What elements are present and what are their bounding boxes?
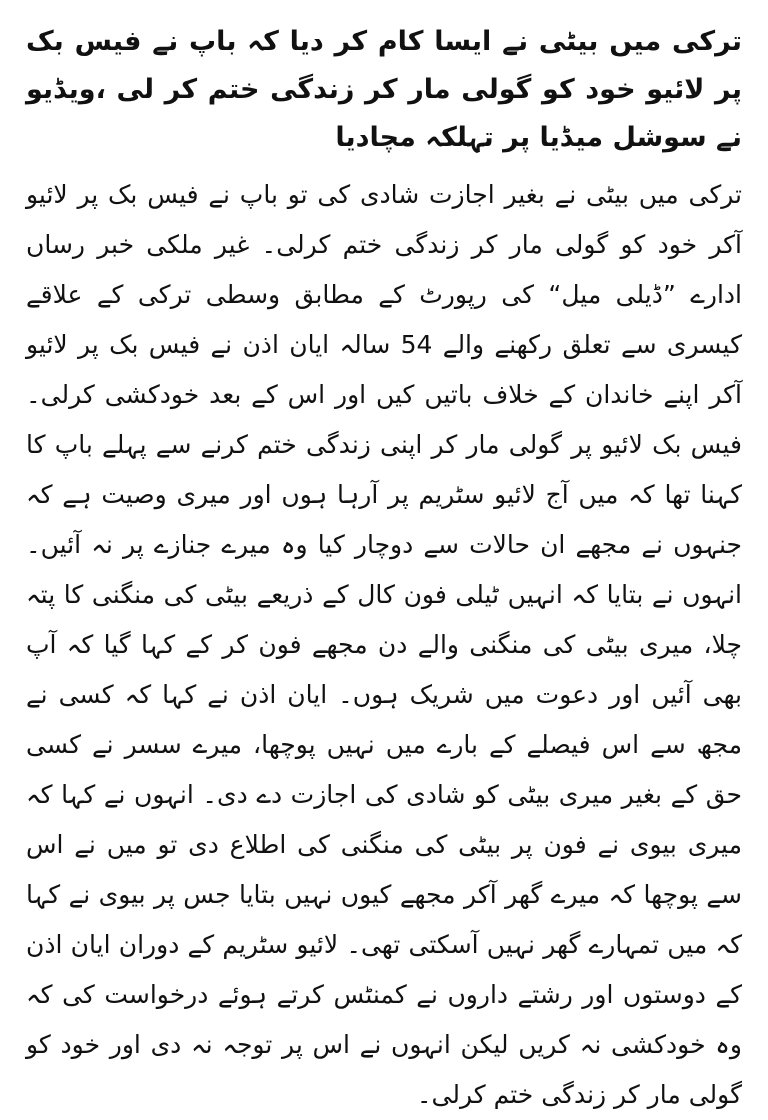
article-headline: ترکی میں بیٹی نے ایسا کام کر دیا کہ باپ نے فیس بک پر لائیو خود کو گولی مار کر زندگی ختم کر لی ،ویڈیو نے سوشل میڈیا پر تہلکہ مچادیا: [26, 26, 742, 153]
article-body: ترکی میں بیٹی نے بغیر اجازت شادی کی تو باپ نے فیس بک پر لائیو آکر خود کو گولی مار کر زندگی ختم کرلی۔ غیر ملکی خبر رساں ادارے ”ڈیلی میل“ کی رپورٹ کے مطابق وسطی ترکی کے علاقے کیسری سے تعلق رکھنے والے 54 سالہ ایان اذن نے فیس بک پر لائیو آکر اپنے خاندان کے خلاف باتیں کیں اور اس کے بعد خودکشی کرلی۔ فیس بک لائیو پر گولی مار کر اپنی زندگی ختم کرنے سے پہلے باپ کا کہنا تھا کہ میں آج لائیو سٹریم پر آرہا ہوں اور میری وصیت ہے کہ جنہوں نے مجھے ان حالات سے دوچار کیا وہ میرے جنازے پر نہ آئیں۔ انہوں نے بتایا کہ انہیں ٹیلی فون کال کے ذریعے بیٹی کی منگنی کا پتہ چلا، میری بیٹی کی منگنی والے دن مجھے فون کر کے کہا گیا کہ آپ بھی آئیں اور دعوت میں شریک ہوں۔ ایان اذن نے کہا کہ کسی نے مجھ سے اس فیصلے کے بارے میں نہیں پوچھا، میرے سسر نے کسی حق کے بغیر میری بیٹی کو شادی کی اجازت دے دی۔ انہوں نے کہا کہ میری بیوی نے فون پر بیٹی کی منگنی کی اطلاع دی تو میں نے اس سے پوچھا کہ میرے گھر آکر مجھے کیوں نہیں بتایا جس پر بیوی نے کہا کہ میں تمہارے گھر نہیں آسکتی تھی۔ لائیو سٹریم کے دوران ایان اذن کے دوستوں اور رشتے داروں نے کمنٹس کرتے ہوئے درخواست کی کہ وہ خودکشی نہ کریں لیکن انہوں نے اس پر توجہ نہ دی اور خود کو گولی مار کر زندگی ختم کرلی۔: [26, 180, 742, 1109]
